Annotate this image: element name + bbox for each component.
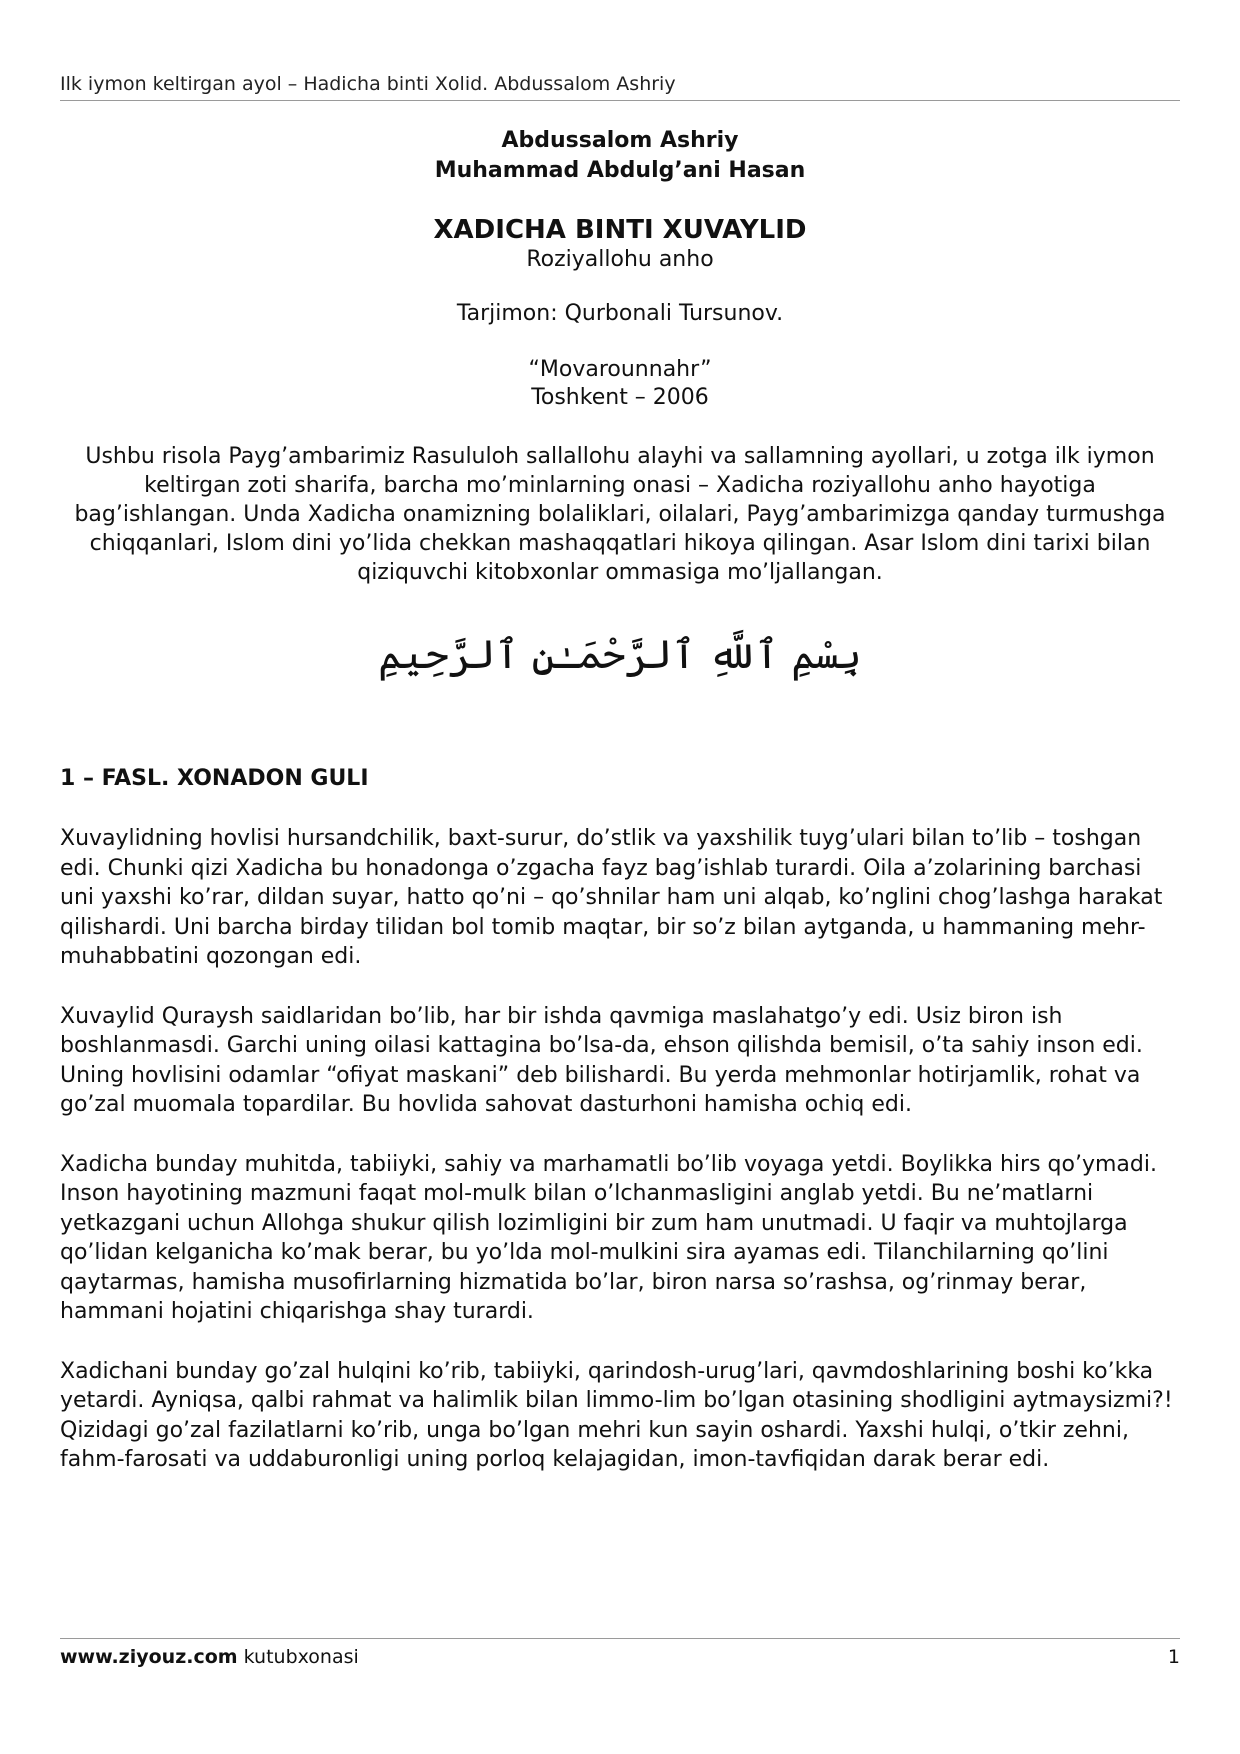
- basmala-calligraphy: بِسْمِ ٱللَّهِ ٱلرَّحْمَـٰنِ ٱلرَّحِيمِ: [378, 632, 862, 678]
- author-1: Abdussalom Ashriy: [501, 128, 739, 153]
- authors: [60, 126, 1180, 186]
- title-block: [60, 126, 1180, 683]
- footer-site-link[interactable]: www.ziyouz.com: [60, 1646, 238, 1668]
- page-number: 1: [1167, 1646, 1180, 1668]
- chapter-body: [60, 824, 1180, 1505]
- book-subtitle: Roziyallohu anho: [526, 247, 714, 272]
- paragraph: Xadicha bunday muhitda, tabiiyki, sahiy va marhamatli bo’lib voyaga yetdi. Boylikka hirs qo’ymadi. Inson hayotining mazmuni faqat mol-mulk bilan o’lchanmasligini anglab yetdi. Bu ne’matlarni yetkazgani uchun Allohga shukur qilish lozimligini bir zum ham unutmadi. U faqir va muhtojlarga qo’lidan kelganicha ko’mak berar, bu yo’lda mol-mulkini sira ayamas edi. Tilanchilarning qo’lini qaytarmas, hamisha musofirlarning hizmatida bo’lar, biron narsa so’rashsa, og’rinmay berar, hammani hojatini chiqarishga shay turardi.: [60, 1151, 1157, 1324]
- place-year: Toshkent – 2006: [531, 385, 709, 410]
- chapter-heading: 1 – FASL. XONADON GULI: [60, 766, 369, 791]
- paragraph: Xuvaylidning hovlisi hursandchilik, baxt-surur, do’stlik va yaxshilik tuyg’ulari bilan to’lib – toshgan edi. Chunki qizi Xadicha bu honadonga o’zgacha fayz bag’ishlab turardi. Oila a’zolarining barchasi uni yaxshi ko’rar, dildan suyar, hatto qo’ni – qo’shnilar ham uni alqab, ko’nglini chog’lashga harakat qilishardi. Uni barcha birday tilidan bol tomib maqtar, bir so’z bilan aytganda, u hammaning mehr-muhabbatini qozongan edi.: [60, 826, 1163, 969]
- footer-site-suffix: kutubxonasi: [237, 1646, 359, 1668]
- footer-source: [60, 1645, 359, 1669]
- book-title: XADICHA BINTI XUVAYLID: [433, 215, 807, 245]
- paragraph: Xadichani bunday go’zal hulqini ko’rib, tabiiyki, qarindosh-urug’lari, qavmdoshlarining boshi ko’kka yetardi. Ayniqsa, qalbi rahmat va halimlik bilan limmo-lim bo’lgan otasining shodligini aytmaysizmi?! Qizidagi go’zal fazilatlarni ko’rib, unga bo’lgan mehri kun sayin oshardi. Yaxshi hulqi, o’tkir zehni, fahm-farosati va uddaburonligi uning porloq kelajagidan, imon-tavfiqidan darak berar edi.: [60, 1358, 1173, 1472]
- abstract: Ushbu risola Payg’ambarimiz Rasululoh sallallohu alayhi va sallamning ayollari, u zotga ilk iymon keltirgan zoti sharifa, barcha mo’minlarning onasi – Xadicha roziyallohu anho hayotiga bag’ishlangan. Unda Xadicha onamizning bolaliklari, oilalari, Payg’ambarimizga qanday turmushga chiqqanlari, Islom dini yo’lida chekkan mashaqqatlari hikoya qilingan. Asar Islom dini tarixi bilan qiziquvchi kitobxonlar ommasiga mo’ljallangan.: [74, 444, 1166, 585]
- publisher: “Movarounnahr”: [528, 357, 712, 382]
- translator-line: Tarjimon: Qurbonali Tursunov.: [456, 301, 784, 326]
- page-footer: [60, 1638, 1180, 1669]
- running-header: Ilk iymon keltirgan ayol – Hadicha binti Xolid. Abdussalom Ashriy: [60, 72, 1180, 101]
- paragraph: Xuvaylid Quraysh saidlaridan bo’lib, har bir ishda qavmiga maslahatgo’y edi. Usiz biron ish boshlanmasdi. Garchi uning oilasi kattagina bo’lsa-da, ehson qilishda bemisil, o’ta sahiy inson edi. Uning hovlisini odamlar “ofiyat maskani” deb bilishardi. Bu yerda mehmonlar hotirjamlik, rohat va go’zal muomala topardilar. Bu hovlida sahovat dasturhoni hamisha ochiq edi.: [60, 1003, 1143, 1117]
- document-page: [60, 0, 1180, 1754]
- author-2: Muhammad Abdulg’ani Hasan: [434, 158, 806, 183]
